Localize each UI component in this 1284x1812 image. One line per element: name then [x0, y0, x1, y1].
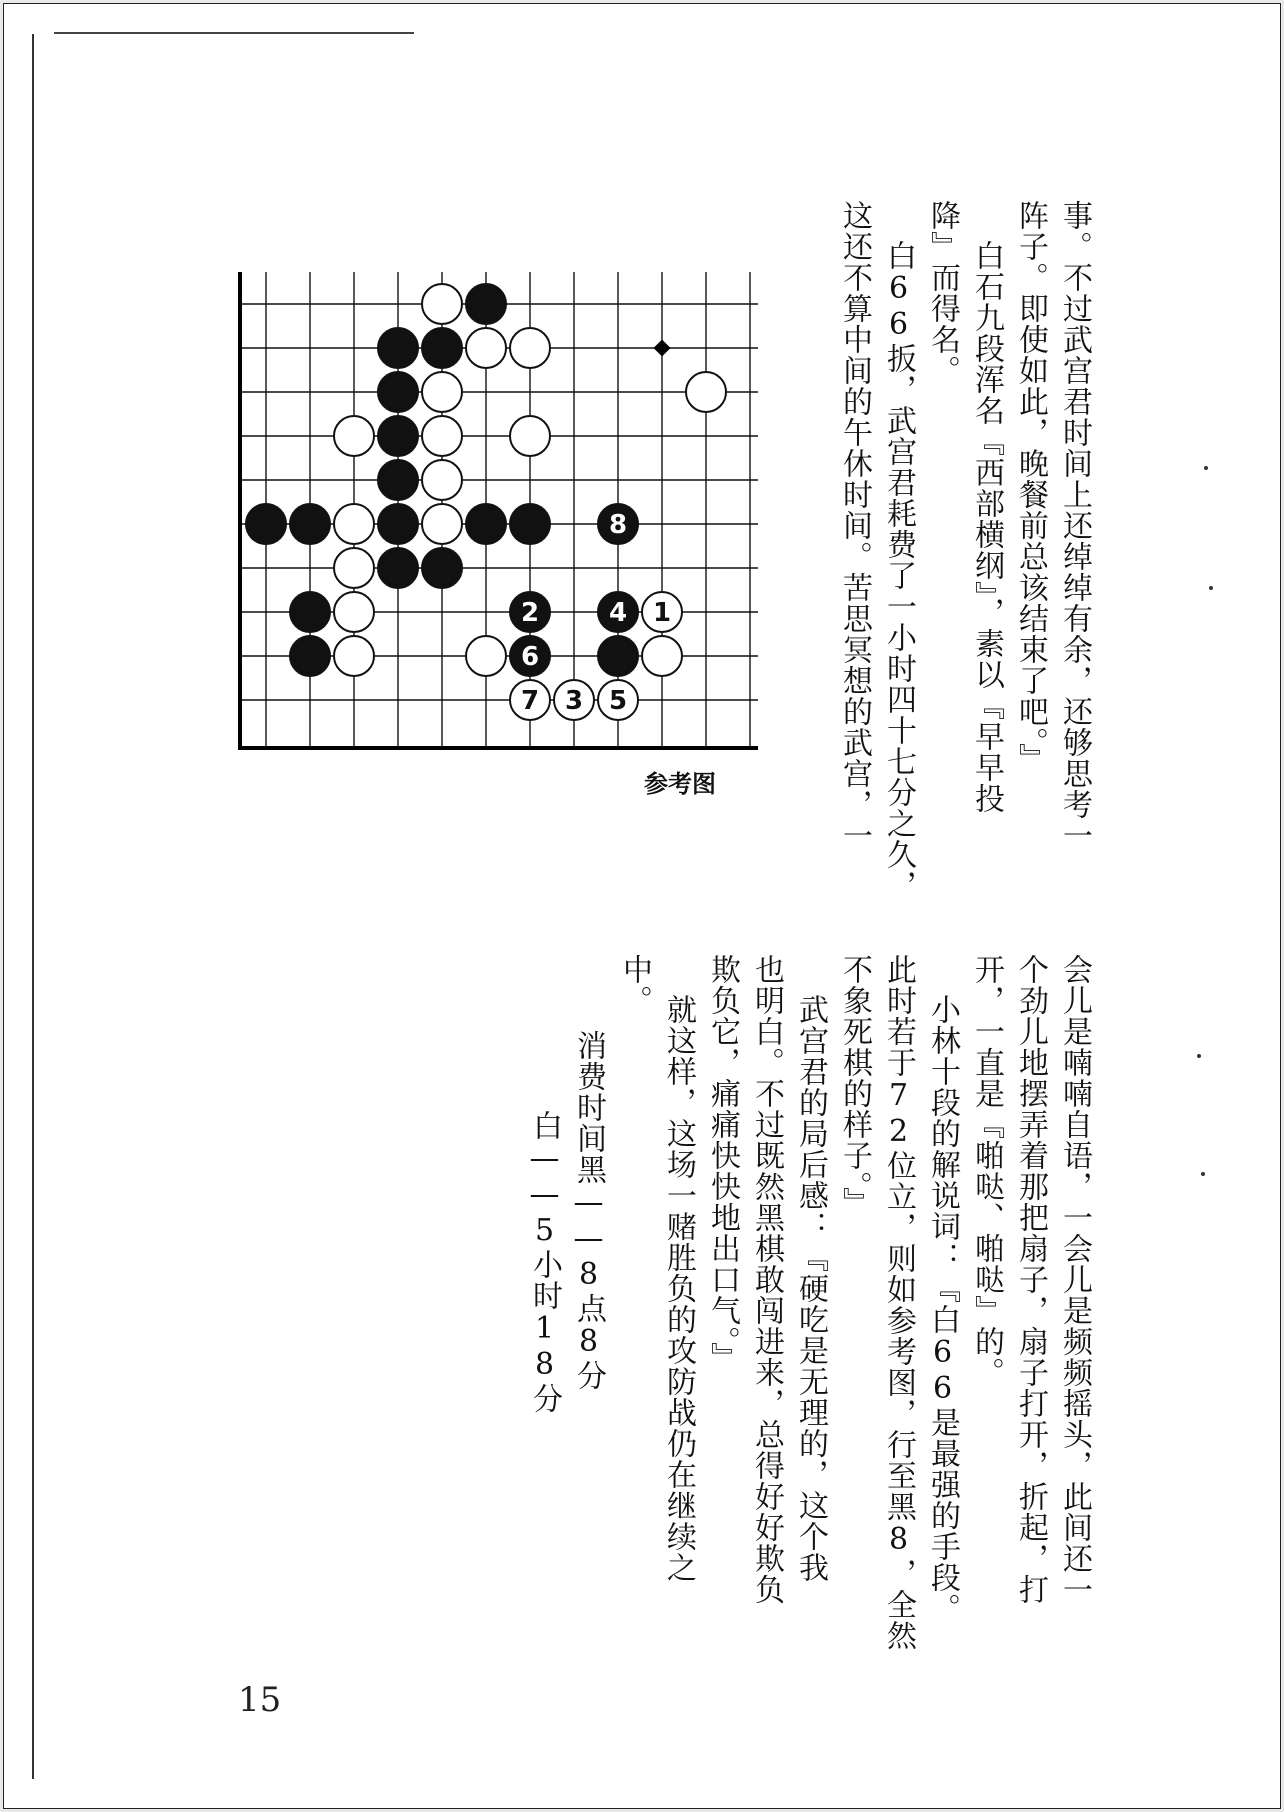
lower-text-column-4: 小林十段的解说词：『白66是最强的手段。 — [925, 994, 960, 1624]
white-stone — [334, 548, 374, 588]
white-stone — [466, 636, 506, 676]
speck — [1197, 1054, 1201, 1058]
black-stone — [598, 636, 638, 676]
white-stone — [466, 328, 506, 368]
binding-rule — [32, 34, 34, 1779]
white-stone — [422, 372, 462, 412]
white-stone — [510, 416, 550, 456]
speck — [1201, 1172, 1205, 1176]
lower-text-column-8: 也明白。不过既然黑棋敢闯进来，总得好好欺负 — [749, 954, 784, 1605]
move-number-label: 7 — [520, 686, 540, 716]
black-stone — [290, 504, 330, 544]
black-stone — [378, 328, 418, 368]
upper-text-column-2: 阵子。即使如此，晚餐前总该结束了吧。』 — [1013, 200, 1048, 774]
black-stone — [378, 372, 418, 412]
white-stone — [334, 504, 374, 544]
white-stone — [642, 636, 682, 676]
black-stone — [246, 504, 286, 544]
black-stone — [378, 504, 418, 544]
white-stone — [422, 416, 462, 456]
white-stone — [422, 460, 462, 500]
move-number-label: 3 — [564, 686, 584, 716]
top-rule — [54, 32, 414, 34]
lower-text-column-1: 会儿是喃喃自语，一会儿是频频摇头，此间还一 — [1057, 954, 1092, 1605]
black-stone — [378, 460, 418, 500]
upper-text-column-4: 降』而得名。 — [925, 200, 960, 386]
upper-text-column-3: 白石九段浑名『西部横纲』，素以『早早投 — [969, 240, 1004, 814]
black-stone — [290, 592, 330, 632]
time-spent-white: 白——5小时18分 — [527, 1110, 562, 1414]
white-stone — [334, 636, 374, 676]
move-number-label: 1 — [652, 598, 672, 628]
black-stone — [466, 504, 506, 544]
lower-text-column-7: 武宫君的局后感：『硬吃是无理的，这个我 — [793, 994, 828, 1583]
move-number-label: 6 — [520, 642, 540, 672]
move-number-label: 5 — [608, 686, 628, 716]
black-stone — [466, 284, 506, 324]
move-number-label: 2 — [520, 598, 540, 628]
page-number: 15 — [238, 1680, 282, 1720]
book-page — [3, 3, 1281, 1809]
time-spent-black: 消费时间黑——8点8分 — [571, 1030, 606, 1391]
upper-text-column-5: 白66扳，武宫君耗费了一小时四十七分之久， — [881, 240, 916, 901]
go-board-diagram — [238, 272, 758, 762]
lower-text-column-6: 不象死棋的样子。』 — [837, 954, 872, 1218]
white-stone — [510, 328, 550, 368]
white-stone — [334, 592, 374, 632]
white-stone — [422, 284, 462, 324]
white-stone — [334, 416, 374, 456]
upper-text-column-1: 事。不过武宫君时间上还绰绰有余，还够思考一 — [1057, 200, 1092, 851]
move-number-label: 8 — [608, 510, 628, 540]
diagram-caption: 参考图 — [644, 769, 716, 798]
lower-text-column-9: 欺负它，痛痛快快地出口气。』 — [705, 954, 740, 1373]
black-stone — [422, 548, 462, 588]
lower-text-column-11: 中。 — [617, 954, 652, 1016]
black-stone — [378, 416, 418, 456]
star-point — [654, 340, 671, 357]
upper-text-column-6: 这还不算中间的午休时间。苦思冥想的武宫，一 — [837, 200, 872, 851]
speck — [1204, 466, 1208, 470]
white-stone — [686, 372, 726, 412]
lower-text-column-3: 开，一直是『啪哒、啪哒』的。 — [969, 954, 1004, 1388]
white-stone — [422, 504, 462, 544]
black-stone — [510, 504, 550, 544]
black-stone — [290, 636, 330, 676]
move-number-label: 4 — [608, 598, 628, 628]
black-stone — [378, 548, 418, 588]
lower-text-column-2: 个劲儿地摆弄着那把扇子，扇子打开，折起，打 — [1013, 954, 1048, 1605]
speck — [1209, 586, 1213, 590]
lower-text-column-10: 就这样，这场一赌胜负的攻防战仍在继续之 — [661, 994, 696, 1583]
lower-text-column-5: 此时若于72位立，则如参考图，行至黑8，全然 — [881, 954, 916, 1651]
black-stone — [422, 328, 462, 368]
